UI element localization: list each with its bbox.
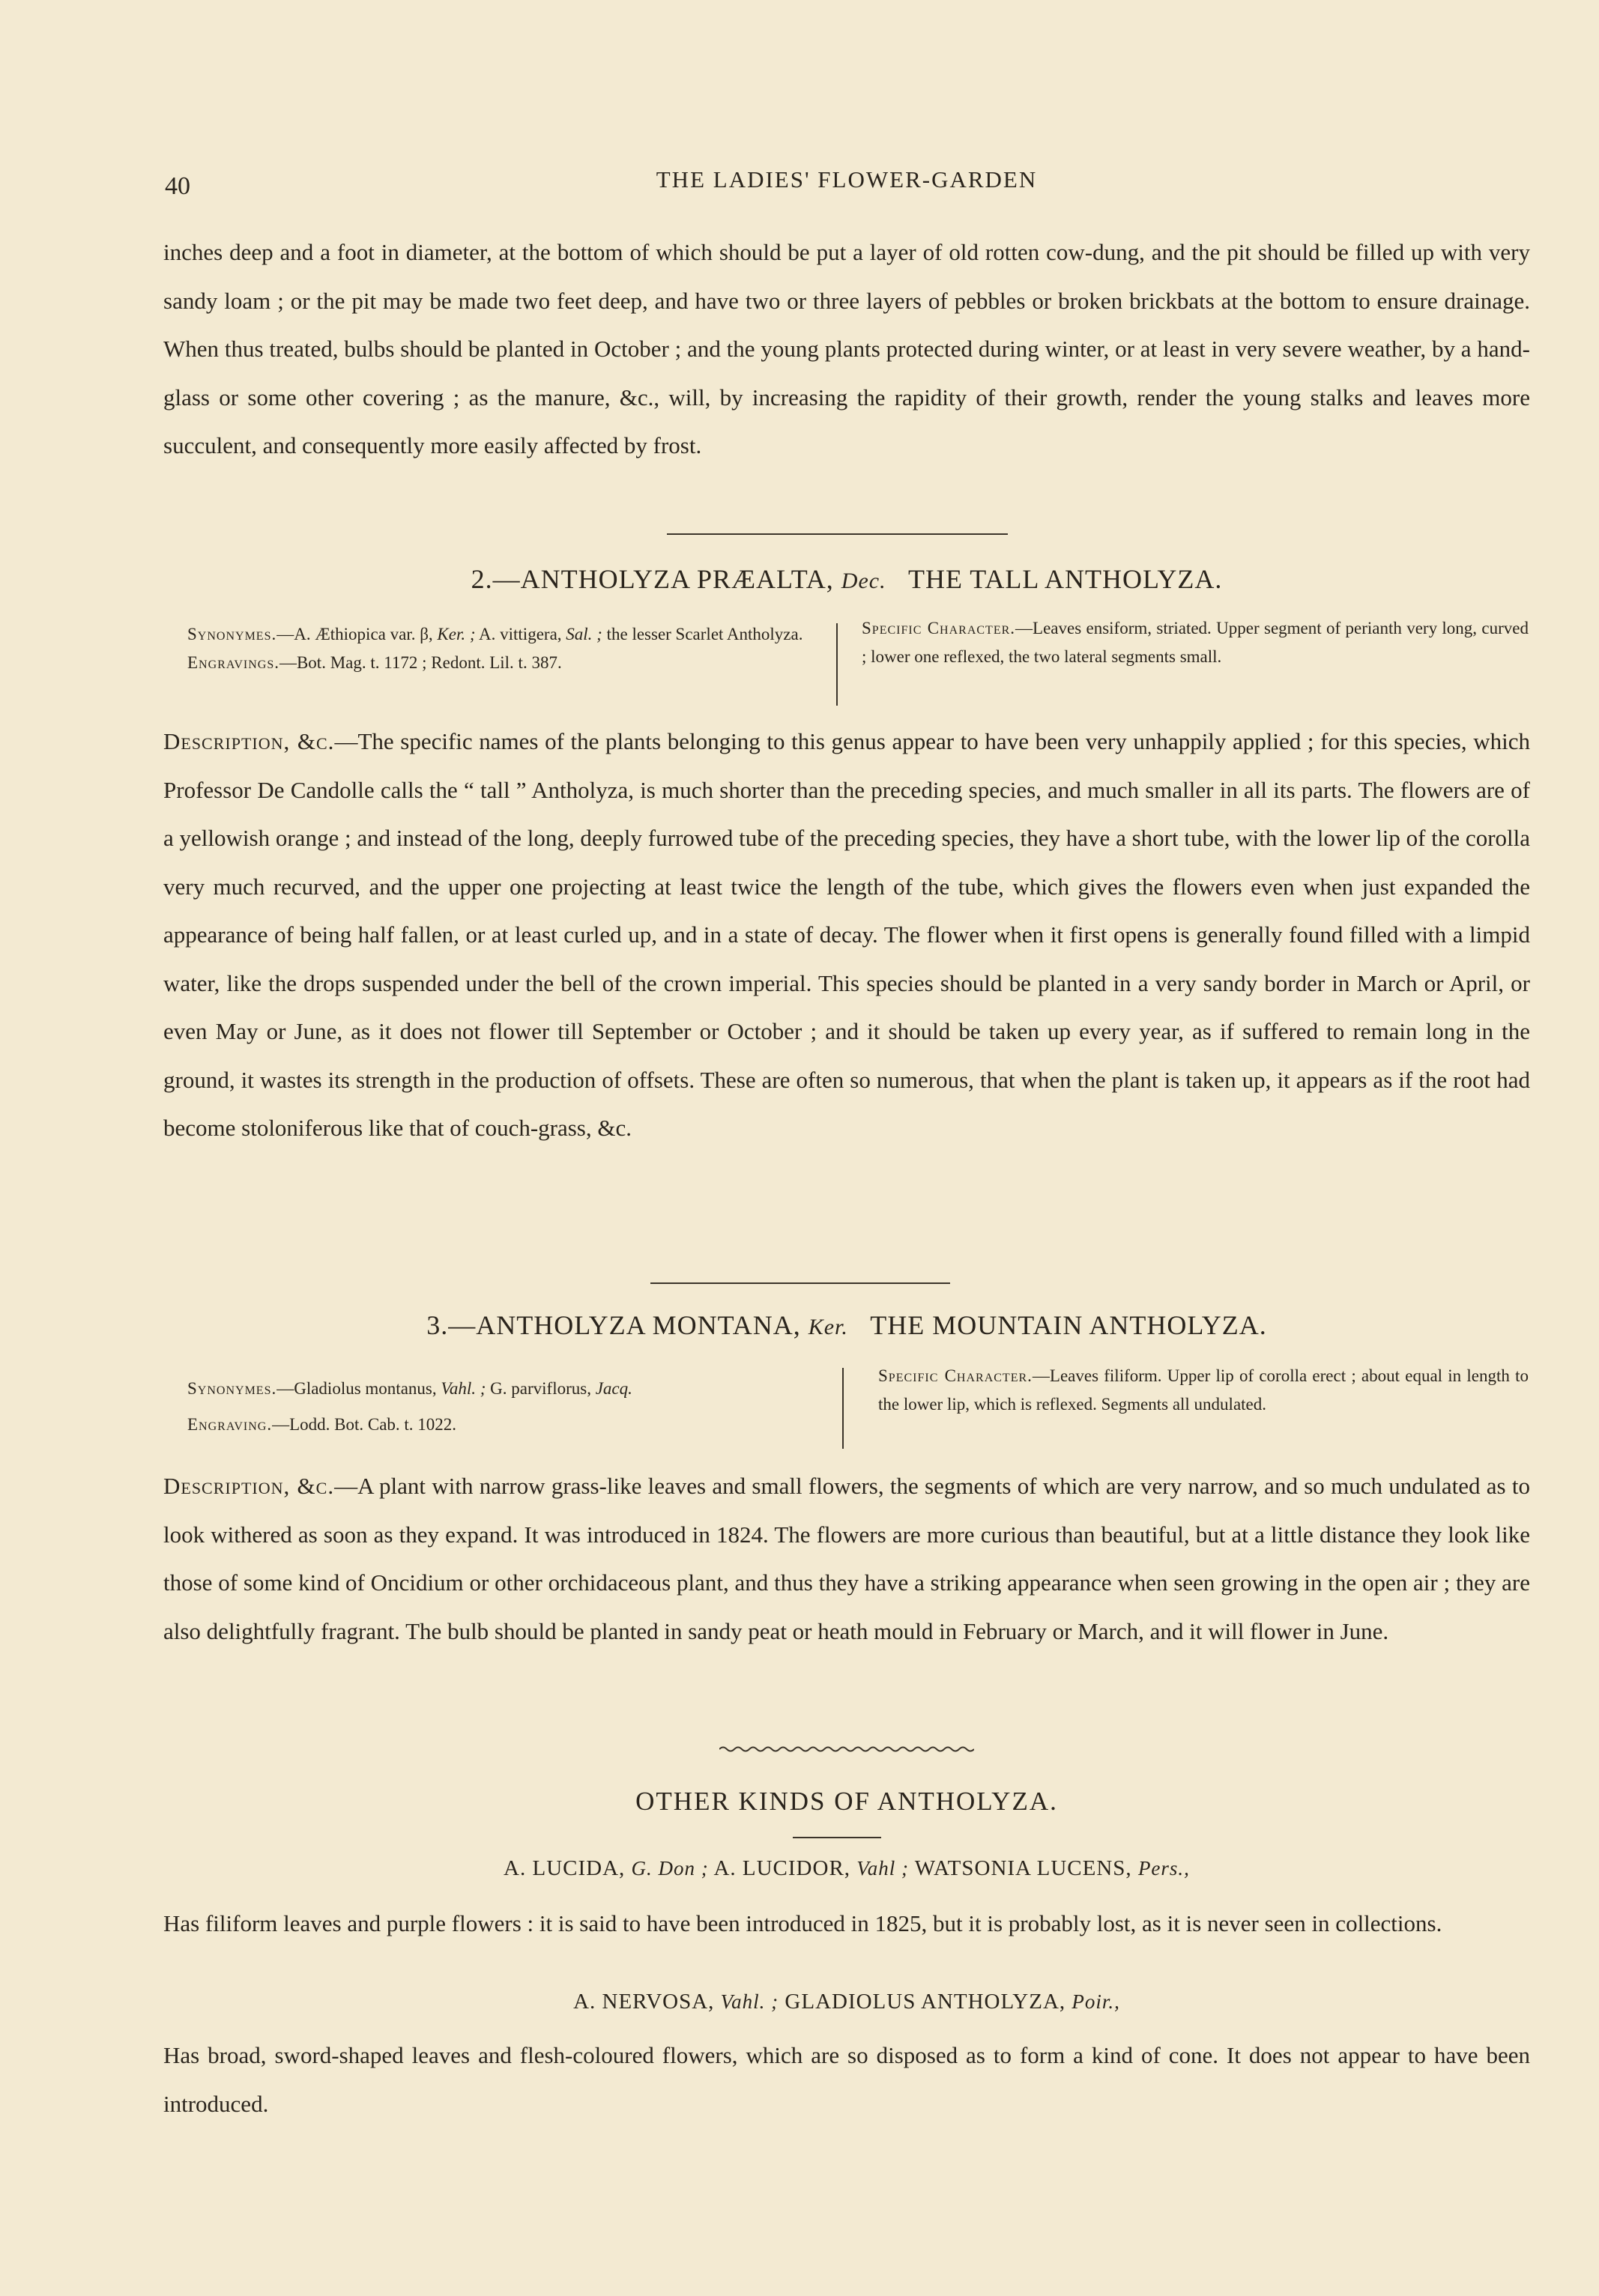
specific-character-label: Specific Character. (878, 1366, 1033, 1385)
column-divider (842, 1368, 844, 1449)
species-heading-montana (163, 1309, 1530, 1341)
species-number: 3.—ANTHOLYZA MONTANA, (426, 1310, 801, 1340)
section-divider (667, 533, 1008, 535)
synonyms-label: Synonymes. (187, 1379, 277, 1398)
page-number: 40 (165, 172, 190, 200)
specific-character-block: Specific Character.—Leaves filiform. Upper lip of corolla erect ; about equal in length to the lower lip, which is reflexed. Segments all undulated. (878, 1366, 1529, 1414)
intro-paragraph: inches deep and a foot in diameter, at the bottom of which should be put a layer of old rotten cow-dung, and the pit should be filled up with very sandy loam ; or the pit may be made two feet deep, and have two or three layers of pebbles or broken brickbats at the bottom to ensure drainage. When thus treated, bulbs should be planted in October ; and the young plants protected during winter, or at least in very severe weather, by a hand-glass or some other covering ; as the manure, &c., will, by increasing the rapidity of their growth, render the young stalks and leaves more succulent, and consequently more easily affected by frost. (163, 239, 1530, 458)
species-common-name: THE MOUNTAIN ANTHOLYZA. (870, 1310, 1267, 1340)
engraving-label: Engraving. (187, 1415, 273, 1434)
kind-heading-lucida: A. LUCIDA, G. Don ; A. LUCIDOR, Vahl ; WATSONIA LUCENS, Pers., (504, 1856, 1190, 1880)
species-authority: Dec. (841, 569, 886, 593)
kind-text-nervosa: Has broad, sword-shaped leaves and flesh-coloured flowers, which are so disposed as to form a kind of cone. It does not appear to have been introduced. (163, 2042, 1530, 2117)
species-number: 2.—ANTHOLYZA PRÆALTA, (471, 564, 834, 594)
engravings-label: Engravings. (187, 653, 279, 672)
species-common-name: THE TALL ANTHOLYZA. (907, 564, 1223, 594)
description-label: Description, &c. (163, 1473, 335, 1499)
synonyms-block: Synonymes.—A. Æthiopica var. β, Ker. ; A. vittigera, Sal. ; the lesser Scarlet Antholyza. Engravings.—Bot. Mag. t. 1172 ; Redont. Lil. t. 387. (187, 625, 803, 672)
kind-heading-nervosa: A. NERVOSA, Vahl. ; GLADIOLUS ANTHOLYZA, Poir., (573, 1990, 1120, 2014)
specific-character-block: Specific Character.—Leaves ensiform, striated. Upper segment of perianth very long, curved ; lower one reflexed, the two lateral segments small. (862, 619, 1529, 666)
description-montana: Description, &c.—A plant with narrow grass-like leaves and small flowers, the segments of which are very narrow, and so much undulated as to look withered as soon as they expand. It was introduced in 1824. The flowers are more curious than beautiful, but at a little distance they look like those of some kind of Oncidium or other orchidaceous plant, and thus they have a striking appearance when seen growing in the open air ; they are also delightfully fragrant. The bulb should be planted in sandy peat or heath mould in February or March, and it will flower in June. (163, 1473, 1531, 1644)
page-header (165, 166, 1529, 204)
description-praealta: Description, &c.—The specific names of the plants belonging to this genus appear to have been very unhappily applied ; for this species, which Professor De Candolle calls the “ tall ” Antholyza, is much shorter than the preceding species, and much smaller in all its parts. The flowers are of a yellowish orange ; and instead of the long, deeply furrowed tube of the preceding species, they have a short tube, with the lower lip of the corolla very much recurved, and the upper one projecting at least twice the length of the tube, which gives the flowers even when just expanded the appearance of being half fallen, or at least curled up, and in a state of decay. The flower when it first opens is generally found filled with a limpid water, like the drops suspended under the bell of the crown imperial. This species should be planted in a very sandy border in March or April, or even May or June, as it does not flower till September or October ; and it should be taken up every year, as if suffered to remain long in the ground, it wastes its strength in the production of offsets. These are often so numerous, that when the plant is taken up, it appears as if the root had become stoloniferous like that of couch-grass, &c. (163, 728, 1531, 1141)
ornamental-wavy-rule (719, 1744, 974, 1754)
species-authority: Ker. (808, 1315, 848, 1339)
description-label: Description, &c. (163, 728, 335, 754)
section-divider (650, 1282, 950, 1284)
title-underline (793, 1837, 881, 1838)
synonyms-block: Synonymes.—Gladiolus montanus, Vahl. ; G. parviflorus, Jacq. Engraving.—Lodd. Bot. Cab. t. 1022. (187, 1379, 632, 1434)
column-divider (836, 623, 838, 706)
other-kinds-title: OTHER KINDS OF ANTHOLYZA. (635, 1787, 1058, 1816)
kind-text-lucida: Has filiform leaves and purple flowers : it is said to have been introduced in 1825, but it is probably lost, as it is never seen in collections. (163, 1910, 1442, 1936)
running-head: THE LADIES' FLOWER-GARDEN (656, 166, 1038, 193)
synonyms-label: Synonymes. (187, 625, 277, 643)
species-heading-praealta (163, 563, 1530, 595)
specific-character-label: Specific Character. (862, 619, 1016, 637)
